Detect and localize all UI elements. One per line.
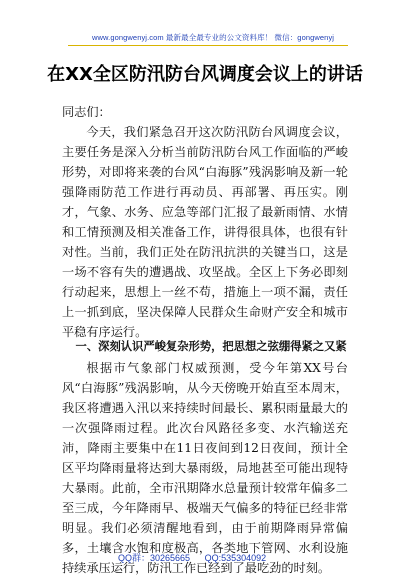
header-divider bbox=[68, 45, 348, 46]
footer-qq: QQ:535304092 bbox=[204, 553, 267, 563]
footer-qq-group: QQ群：30265665 bbox=[118, 553, 191, 563]
section-1-heading: 一、深刻认识严峻复杂形势，把思想之弦绷得紧之又紧 bbox=[75, 340, 347, 353]
document-title: 在XX全区防汛防台风调度会议上的讲话 bbox=[47, 64, 363, 85]
footer-contact bbox=[118, 551, 298, 564]
paragraph-2: 根据市气象部门权威预测，受今年第XX号台风“白海豚”残涡影响，从今天傍晚开始直至本周末，我区将遭遇入汛以来持续时间最长、累积雨量最大的一次强降雨过程。此次台风路径多变、水汽输送充沛，降雨主要集中在11日夜间到12日夜间，预计全区平均降雨量将达到大暴雨级，局地甚至可能出现特大暴雨。此前，全市汛期降水总量预计较常年偏多二至三成，今年降雨早、极端天气偏多的特征已经非常明显。我们必须清醒地看到，由于前期降雨异常偏多，土壤含水饱和度极高，各类地下管网、水利设施持续承压运行，防汛工作已经到了最吃劲的时刻。 bbox=[62, 361, 348, 575]
paragraph-1: 今天，我们紧急召开这次防汛防台风调度会议，主要任务是深入分析当前防汛防台风工作面临的严峻形势，对即将来袭的台风“白海豚”残涡影响及新一轮强降雨防范工作进行再动员、再部署、再压实。刚才，气象、水务、应急等部门汇报了最新雨情、水情和工情预测及相关准备工作，讲得很具体，也很有针对性。当前，我们正处在防汛抗洪的关键当口，这是一场不容有失的遭遇战、攻坚战。全区上下务必即刻行动起来，思想上一丝不苟，措施上一项不漏，责任上一抓到底，坚决保障人民群众生命财产安全和城市平稳有序运行。 bbox=[62, 125, 348, 339]
site-header-text: www.gongwenyj.com 最新最全最专业的公文资料库！ 微信：gongwenyj bbox=[92, 33, 335, 42]
salutation: 同志们： bbox=[62, 105, 111, 119]
